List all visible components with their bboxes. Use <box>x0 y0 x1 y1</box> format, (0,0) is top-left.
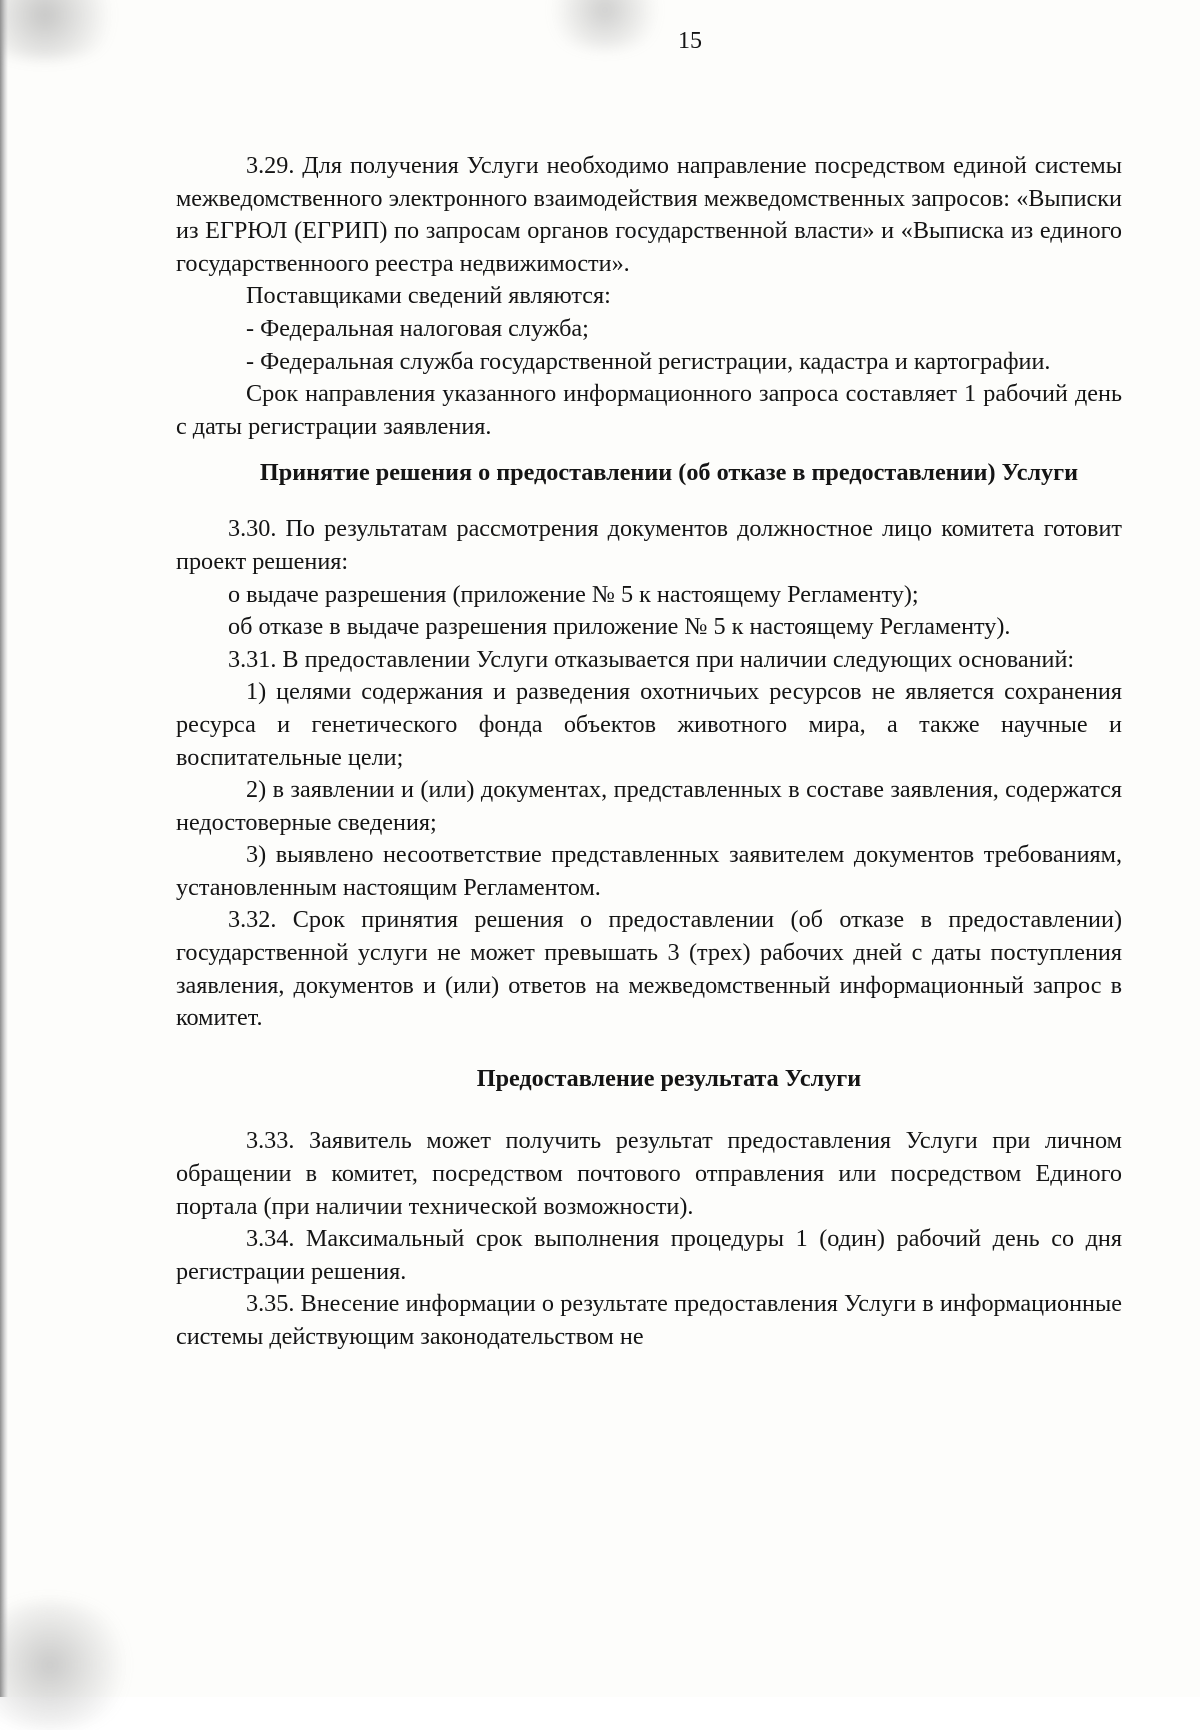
paragraph-3-33: 3.33. Заявитель может получить результат предоставления Услуги при личном обращении в комитет, посредством почтового отправления или посредством Единого портала (при наличии технической возможности). <box>176 1127 1122 1220</box>
scan-smudge <box>0 1600 140 1730</box>
section-heading-decision: Принятие решения о предоставлении (об отказе в предоставлении) Услуги <box>259 459 1079 487</box>
paragraph-3-30: 3.30. По результатам рассмотрения документов должностное лицо комитета готовит проект решения: <box>176 515 1122 575</box>
paragraph-3-31: 3.31. В предоставлении Услуги отказывается при наличии следующих оснований: <box>228 645 1075 673</box>
list-item-ground-1: 1) целями содержания и разведения охотничьих ресурсов не является сохранения ресурса и генетического фонда объектов животного мира, а также научные и воспитательные цели; <box>176 678 1122 771</box>
list-item-ground-2: 2) в заявлении и (или) документах, представленных в составе заявления, содержатся недостоверные сведения; <box>176 776 1122 836</box>
paragraph-request-term: Срок направления указанного информационного запроса составляет 1 рабочий день с даты регистрации заявления. <box>176 380 1122 440</box>
document-body <box>176 150 1122 1354</box>
paragraph-3-34: 3.34. Максимальный срок выполнения процедуры 1 (один) рабочий день со дня регистрации решения. <box>176 1225 1122 1285</box>
paragraph-3-35: 3.35. Внесение информации о результате предоставления Услуги в информационные системы действующим законодательством не <box>176 1290 1122 1350</box>
list-item-ground-3: 3) выявлено несоответствие представленных заявителем документов требованиям, установленным настоящим Регламентом. <box>176 841 1122 901</box>
paragraph-3-32: 3.32. Срок принятия решения о предоставлении (об отказе в предоставлении) государственной услуги не может превышать 3 (трех) рабочих дней с даты поступления заявления, документов и (или) ответов на межведомственный информационный запрос в комитет. <box>176 906 1122 1032</box>
paragraph-suppliers: Поставщиками сведений являются: <box>246 282 611 310</box>
paragraph-3-29: 3.29. Для получения Услуги необходимо направление посредством единой системы межведомственного электронного взаимодействия межведомственных запросов: «Выписки из ЕГРЮЛ (ЕГРИП) по запросам органов государственной власти» и «Выписка из единого государственноого реестра недвижимости». <box>176 152 1122 277</box>
list-item-refusal: об отказе в выдаче разрешения приложение № 5 к настоящему Регламенту). <box>228 613 1011 641</box>
list-item-permit: о выдаче разрешения (приложение № 5 к настоящему Регламенту); <box>228 580 919 608</box>
list-item-fns: - Федеральная налоговая служба; <box>246 314 589 342</box>
scan-edge <box>0 0 8 1697</box>
section-heading-result: Предоставление результата Услуги <box>476 1064 862 1092</box>
list-item-rosreestr: - Федеральная служба государственной регистрации, кадастра и картографии. <box>246 347 1051 375</box>
page-number: 15 <box>678 28 702 54</box>
